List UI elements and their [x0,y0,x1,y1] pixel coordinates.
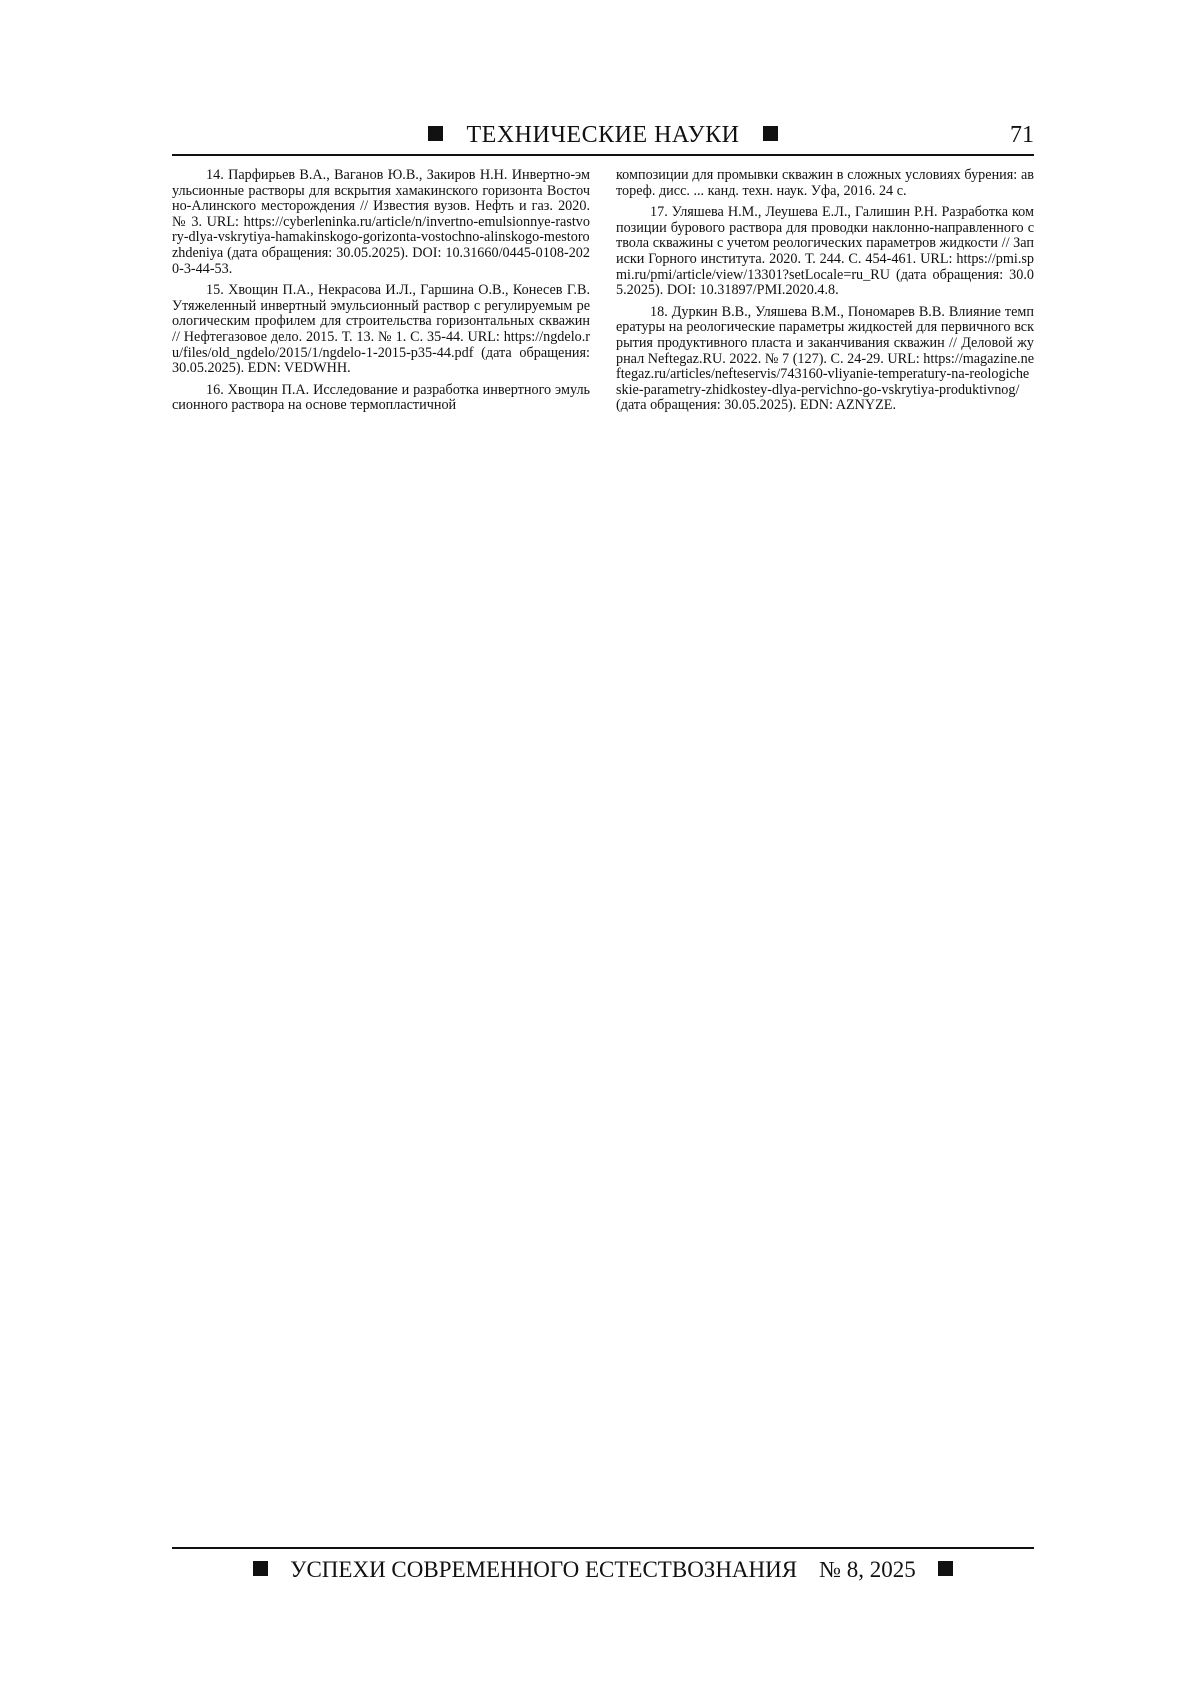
header-title-line [172,122,1034,148]
reference-item-16: 16. Хвощин П.А. Исследование и разработка инвертного эмульсионного раствора на основе термопластичной [172,381,590,414]
reference-item-17: 17. Уляшева Н.М., Леушева Е.Л., Галишин Р.Н. Разработка композиции бурового раствора для проводки наклонно-направленного ствола скважины с учетом реологических параметров жидкости // Записки Горного института. 2020. Т. 244. С. 454-461. URL: https://pmi.spmi.ru/pmi/article/view/13301?setLocale=ru_RU (дата обращения: 30.05.2025). DOI: 10.31897/PMI.2020.4.8. [616,204,1034,299]
page-number: 71 [1010,122,1034,148]
left-column [172,168,590,420]
reference-item-18: 18. Дуркин В.В., Уляшева В.М., Пономарев В.В. Влияние температуры на реологические параметры жидкостей для первичного вскрытия продуктивного пласта и заканчивания скважин // Деловой журнал Neftegaz.RU. 2022. № 7 (127). С. 24-29. URL: https://magazine.neftegaz.ru/articles/nefteservis/743160-vliyanie-temperatury-na-reologicheskie-parametry-zhidkostey-dlya-pervichno-go-vskrytiya-produktivnog/ (дата обращения: 30.05.2025). EDN: AZNYZE. [616,303,1034,414]
section-title: ТЕХНИЧЕСКИЕ НАУКИ [466,122,740,148]
reference-item-14: 14. Парфирьев В.А., Ваганов Ю.В., Закиров Н.Н. Инвертно-эмульсионные растворы для вскрытия хамакинского горизонта Восточно-Алинского месторождения // Известия вузов. Нефть и газ. 2020. № 3. URL: https://cyberleninka.ru/article/n/invertno-emulsionnye-rastvory-dlya-vskrytiya-hamakinskogo-gorizonta-vostochno-alinskogo-mestorozhdeniya (дата обращения: 30.05.2025). DOI: 10.31660/0445-0108-2020-3-44-53. [172,167,590,277]
running-footer [172,1547,1034,1589]
journal-title: УСПЕХИ СОВРЕМЕННОГО ЕСТЕСТВОЗНАНИЯ [290,1557,798,1582]
reference-item-15: 15. Хвощин П.А., Некрасова И.Л., Гаршина О.В., Конесев Г.В. Утяжеленный инвертный эмульсионный раствор с регулируемым реологическим профилем для строительства горизонтальных скважин // Нефтегазовое дело. 2015. Т. 13. № 1. С. 35-44. URL: https://ngdelo.ru/files/old_ngdelo/2015/1/ngdelo-1-2015-p35-44.pdf (дата обращения: 30.05.2025). EDN: VEDWHH. [172,282,590,377]
right-column [616,168,1034,420]
square-bullet-icon [428,126,443,141]
running-header [172,118,1034,156]
reference-item-16-continuation: композиции для промывки скважин в сложных условиях бурения: автореф. дисс. ... канд. техн. наук. Уфа, 2016. 24 с. [616,167,1034,199]
issue-number: № 8, 2025 [819,1557,916,1582]
square-bullet-icon [938,1561,953,1576]
footer-line [172,1557,1034,1583]
square-bullet-icon [253,1561,268,1576]
square-bullet-icon [763,126,778,141]
